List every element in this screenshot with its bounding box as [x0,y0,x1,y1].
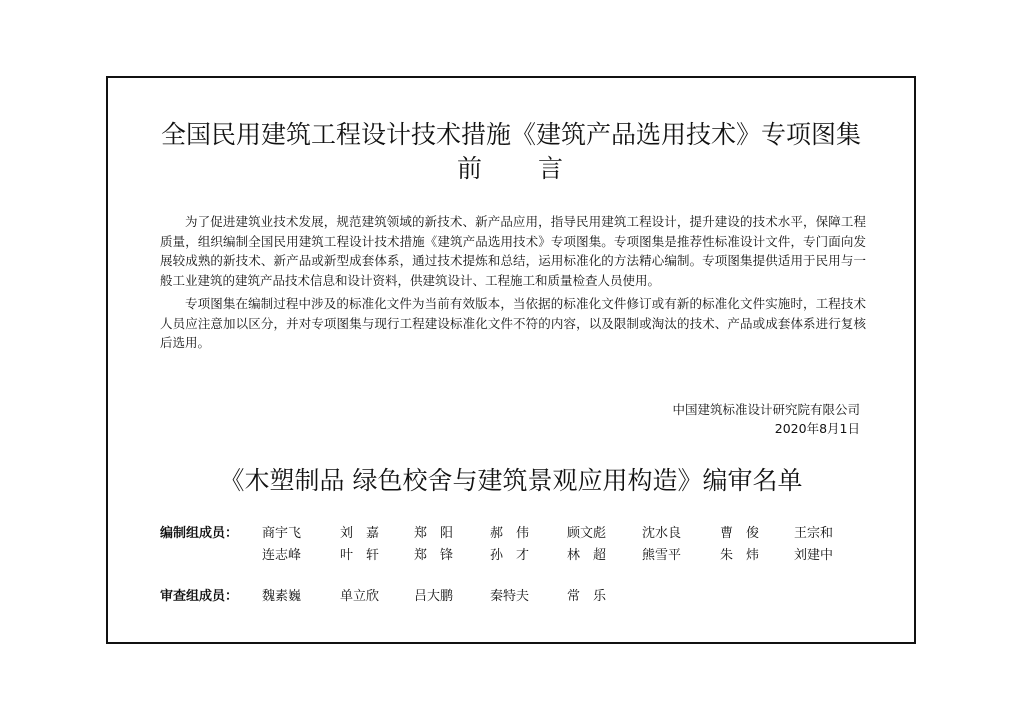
review-list-title: 《木塑制品 绿色校舍与建筑景观应用构造》编审名单 [219,466,803,495]
reviewer-name: 魏素巍 [262,589,302,604]
reviewers-label: 审查组成员： [160,589,239,604]
compiler-name: 林 超 [567,548,607,563]
reviewer-name: 吕大鹏 [414,589,454,604]
preface-paragraph: 为了促进建筑业技术发展，规范建筑领域的新技术、新产品应用，指导民用建筑工程设计，提升建设的技术水平，保障工程质量，组织编制全国民用建筑工程设计技术措施《建筑产品选用技术》专项图集。专项图集是推荐性标准设计文件，专门面向发展较成熟的新技术、新产品或新型成套体系，通过技术提炼和总结，运用标准化的方法精心编制。专项图集提供适用于民用与一般工业建筑的建筑产品技术信息和设计资料，供建筑设计、工程施工和质量检查人员使用。 [160,214,866,288]
reviewer-name: 秦特夫 [490,589,530,604]
compiler-name: 叶 轩 [340,548,380,563]
compiler-name: 孙 才 [490,548,530,563]
preface-date: 2020年8月1日 [774,421,860,436]
compiler-name: 郝 伟 [490,526,530,541]
compiler-name: 刘 嘉 [340,526,380,541]
compiler-name: 顾文彪 [567,526,607,541]
compiler-name: 连志峰 [262,548,302,563]
document-frame [106,76,916,644]
document-title: 全国民用建筑工程设计技术措施《建筑产品选用技术》专项图集 [160,120,861,149]
compiler-name: 郑 锋 [414,548,454,563]
compiler-name: 熊雪平 [642,548,682,563]
compiler-name: 曹 俊 [720,526,760,541]
reviewer-name: 常 乐 [567,589,607,604]
preface-paragraph: 专项图集在编制过程中涉及的标准化文件为当前有效版本，当依据的标准化文件修订或有新的标准化文件实施时，工程技术人员应注意加以区分，并对专项图集与现行工程建设标准化文件不符的内容，以及限制或淘汰的技术、产品或成套体系进行复核后选用。 [160,296,866,350]
compiler-name: 郑 阳 [414,526,454,541]
compiler-name: 朱 炜 [720,548,760,563]
compiler-name: 商宇飞 [262,526,302,541]
compilers-label: 编制组成员： [160,526,239,541]
organization-signature: 中国建筑标准设计研究院有限公司 [672,402,860,417]
compiler-name: 沈水良 [642,526,682,541]
compiler-name: 刘建中 [794,548,834,563]
reviewer-name: 单立欣 [340,589,380,604]
compiler-name: 王宗和 [794,526,834,541]
preface-heading: 前 言 [456,154,565,183]
preface-body [160,212,866,357]
